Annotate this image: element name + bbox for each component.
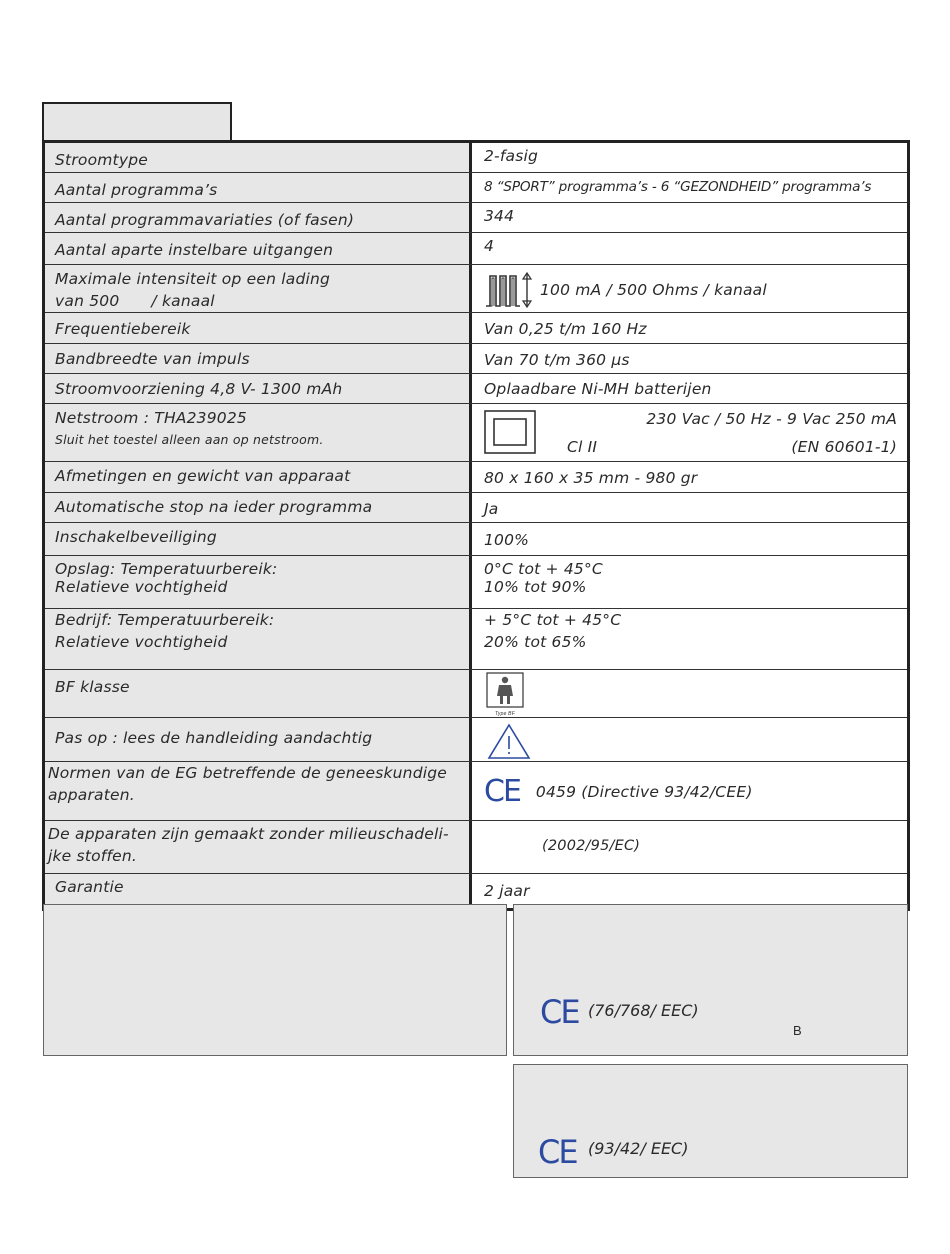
spec-label: Bandbreedte van impuls xyxy=(45,344,472,373)
spec-value: 8 “SPORT” programma’s - 6 “GEZONDHEID” programma’s xyxy=(484,179,872,195)
table-row xyxy=(45,820,907,873)
spec-label-part: van 500 xyxy=(55,292,120,310)
table-row xyxy=(45,669,907,717)
spec-value: Van 0,25 t/m 160 Hz xyxy=(484,320,647,338)
double-insulation-icon xyxy=(484,410,538,456)
table-row xyxy=(45,522,907,555)
info-panel-medical xyxy=(513,1064,908,1178)
info-panel-cosmetic xyxy=(513,904,908,1056)
spec-label-cell xyxy=(45,609,472,669)
spec-label-cell xyxy=(45,762,472,820)
spec-value: 100% xyxy=(484,531,530,549)
table-row xyxy=(45,873,907,908)
spec-label: Aantal programmavariaties (of fasen) xyxy=(45,203,472,232)
spec-label: Aantal programma’s xyxy=(45,173,472,202)
biphasic-pulse-icon xyxy=(484,270,534,310)
info-panel-left xyxy=(43,904,507,1056)
spec-label-line2: jke stoffen. xyxy=(48,847,137,865)
spec-label: Stroomtype xyxy=(45,143,472,172)
spec-value: Van 70 t/m 360 µs xyxy=(484,351,630,369)
spec-value: 2 jaar xyxy=(484,882,530,900)
spec-value-cell xyxy=(472,265,907,312)
spec-label: BF klasse xyxy=(45,670,472,717)
table-row xyxy=(45,492,907,522)
spec-label: Automatische stop na ieder programma xyxy=(45,493,472,522)
spec-value-cell xyxy=(472,609,907,669)
spec-label-line2: Relatieve vochtigheid xyxy=(55,578,228,596)
table-row xyxy=(45,172,907,202)
spec-value: 344 xyxy=(484,207,515,225)
icon-caption: Type BF xyxy=(495,711,515,716)
spec-label: Garantie xyxy=(45,874,472,908)
table-row xyxy=(45,403,907,461)
spec-label-part: / kanaal xyxy=(151,292,215,310)
spec-value: Oplaadbare Ni-MH batterijen xyxy=(484,380,712,398)
spec-label-cell xyxy=(45,404,472,461)
spec-value-cell xyxy=(472,556,907,608)
ce-mark-icon: CE xyxy=(538,1133,577,1171)
table-row xyxy=(45,761,907,820)
spec-label-line2 xyxy=(55,290,461,312)
spec-label: Stroomvoorziening 4,8 V- 1300 mAh xyxy=(45,374,472,403)
spec-label: Maximale intensiteit op een lading xyxy=(55,270,331,288)
table-row xyxy=(45,143,907,172)
spec-value-cell xyxy=(472,762,907,820)
spec-value: + 5°C tot + 45°C xyxy=(484,611,622,629)
spec-label: Pas op : lees de handleiding aandachtig xyxy=(45,718,472,761)
table-row xyxy=(45,461,907,492)
type-bf-person-icon xyxy=(486,672,526,716)
spec-value: Ja xyxy=(484,500,499,518)
table-row xyxy=(45,232,907,264)
table-row xyxy=(45,373,907,403)
table-row xyxy=(45,202,907,232)
spec-label-note: Sluit het toestel alleen aan op netstroom. xyxy=(55,432,324,447)
ce-mark-icon: CE xyxy=(540,993,579,1031)
spec-value-cell xyxy=(472,670,907,717)
directive-text: (93/42/ EEC) xyxy=(588,1139,689,1158)
table-row xyxy=(45,717,907,761)
spec-label: Afmetingen en gewicht van apparaat xyxy=(45,462,472,492)
spec-label: Aantal aparte instelbare uitgangen xyxy=(45,233,472,264)
spec-value: 0°C tot + 45°C xyxy=(484,560,603,578)
table-row xyxy=(45,264,907,312)
spec-label-line2: Relatieve vochtigheid xyxy=(55,633,228,651)
spec-label: Bedrijf: Temperatuurbereik: xyxy=(55,611,275,629)
spec-label-line2: apparaten. xyxy=(48,786,135,804)
spec-value-norm: (EN 60601-1) xyxy=(791,438,897,456)
spec-label: Opslag: Temperatuurbereik: xyxy=(55,560,278,578)
spec-label: Normen van de EG betreffende de geneeskundige xyxy=(48,764,448,782)
spec-label: Frequentiebereik xyxy=(45,313,472,343)
spec-table xyxy=(42,140,910,911)
spec-value-line2: 10% tot 90% xyxy=(484,578,587,596)
spec-value-line2: 20% tot 65% xyxy=(484,633,587,651)
spec-value-cell xyxy=(472,173,907,202)
section-tab-header xyxy=(42,102,232,144)
warning-triangle-icon xyxy=(486,722,532,760)
spec-label: De apparaten zijn gemaakt zonder milieuschadeli- xyxy=(48,825,449,843)
spec-value-cell xyxy=(472,718,907,761)
spec-value: 0459 (Directive 93/42/CEE) xyxy=(535,783,753,801)
spec-value: 100 mA / 500 Ohms / kanaal xyxy=(540,280,767,299)
spec-label: Inschakelbeveiliging xyxy=(45,523,472,555)
spec-value: (2002/95/EC) xyxy=(542,838,641,854)
ce-mark-icon: CE xyxy=(484,774,520,809)
table-row xyxy=(45,608,907,669)
spec-value-class: Cl II xyxy=(567,438,598,456)
table-row xyxy=(45,312,907,343)
spec-label-cell xyxy=(45,556,472,608)
panel-letter: B xyxy=(793,1023,802,1038)
spec-value: 230 Vac / 50 Hz - 9 Vac 250 mA xyxy=(646,410,897,428)
spec-label-cell xyxy=(45,265,472,312)
spec-value: 80 x 160 x 35 mm - 980 gr xyxy=(484,469,698,487)
spec-label-cell xyxy=(45,821,472,873)
table-row xyxy=(45,343,907,373)
spec-value-cell xyxy=(472,404,907,461)
directive-text: (76/768/ EEC) xyxy=(588,1001,699,1020)
spec-value: 4 xyxy=(484,237,495,255)
table-row xyxy=(45,555,907,608)
spec-label: Netstroom : THA239025 xyxy=(55,409,247,427)
spec-value: 2-fasig xyxy=(484,147,539,165)
